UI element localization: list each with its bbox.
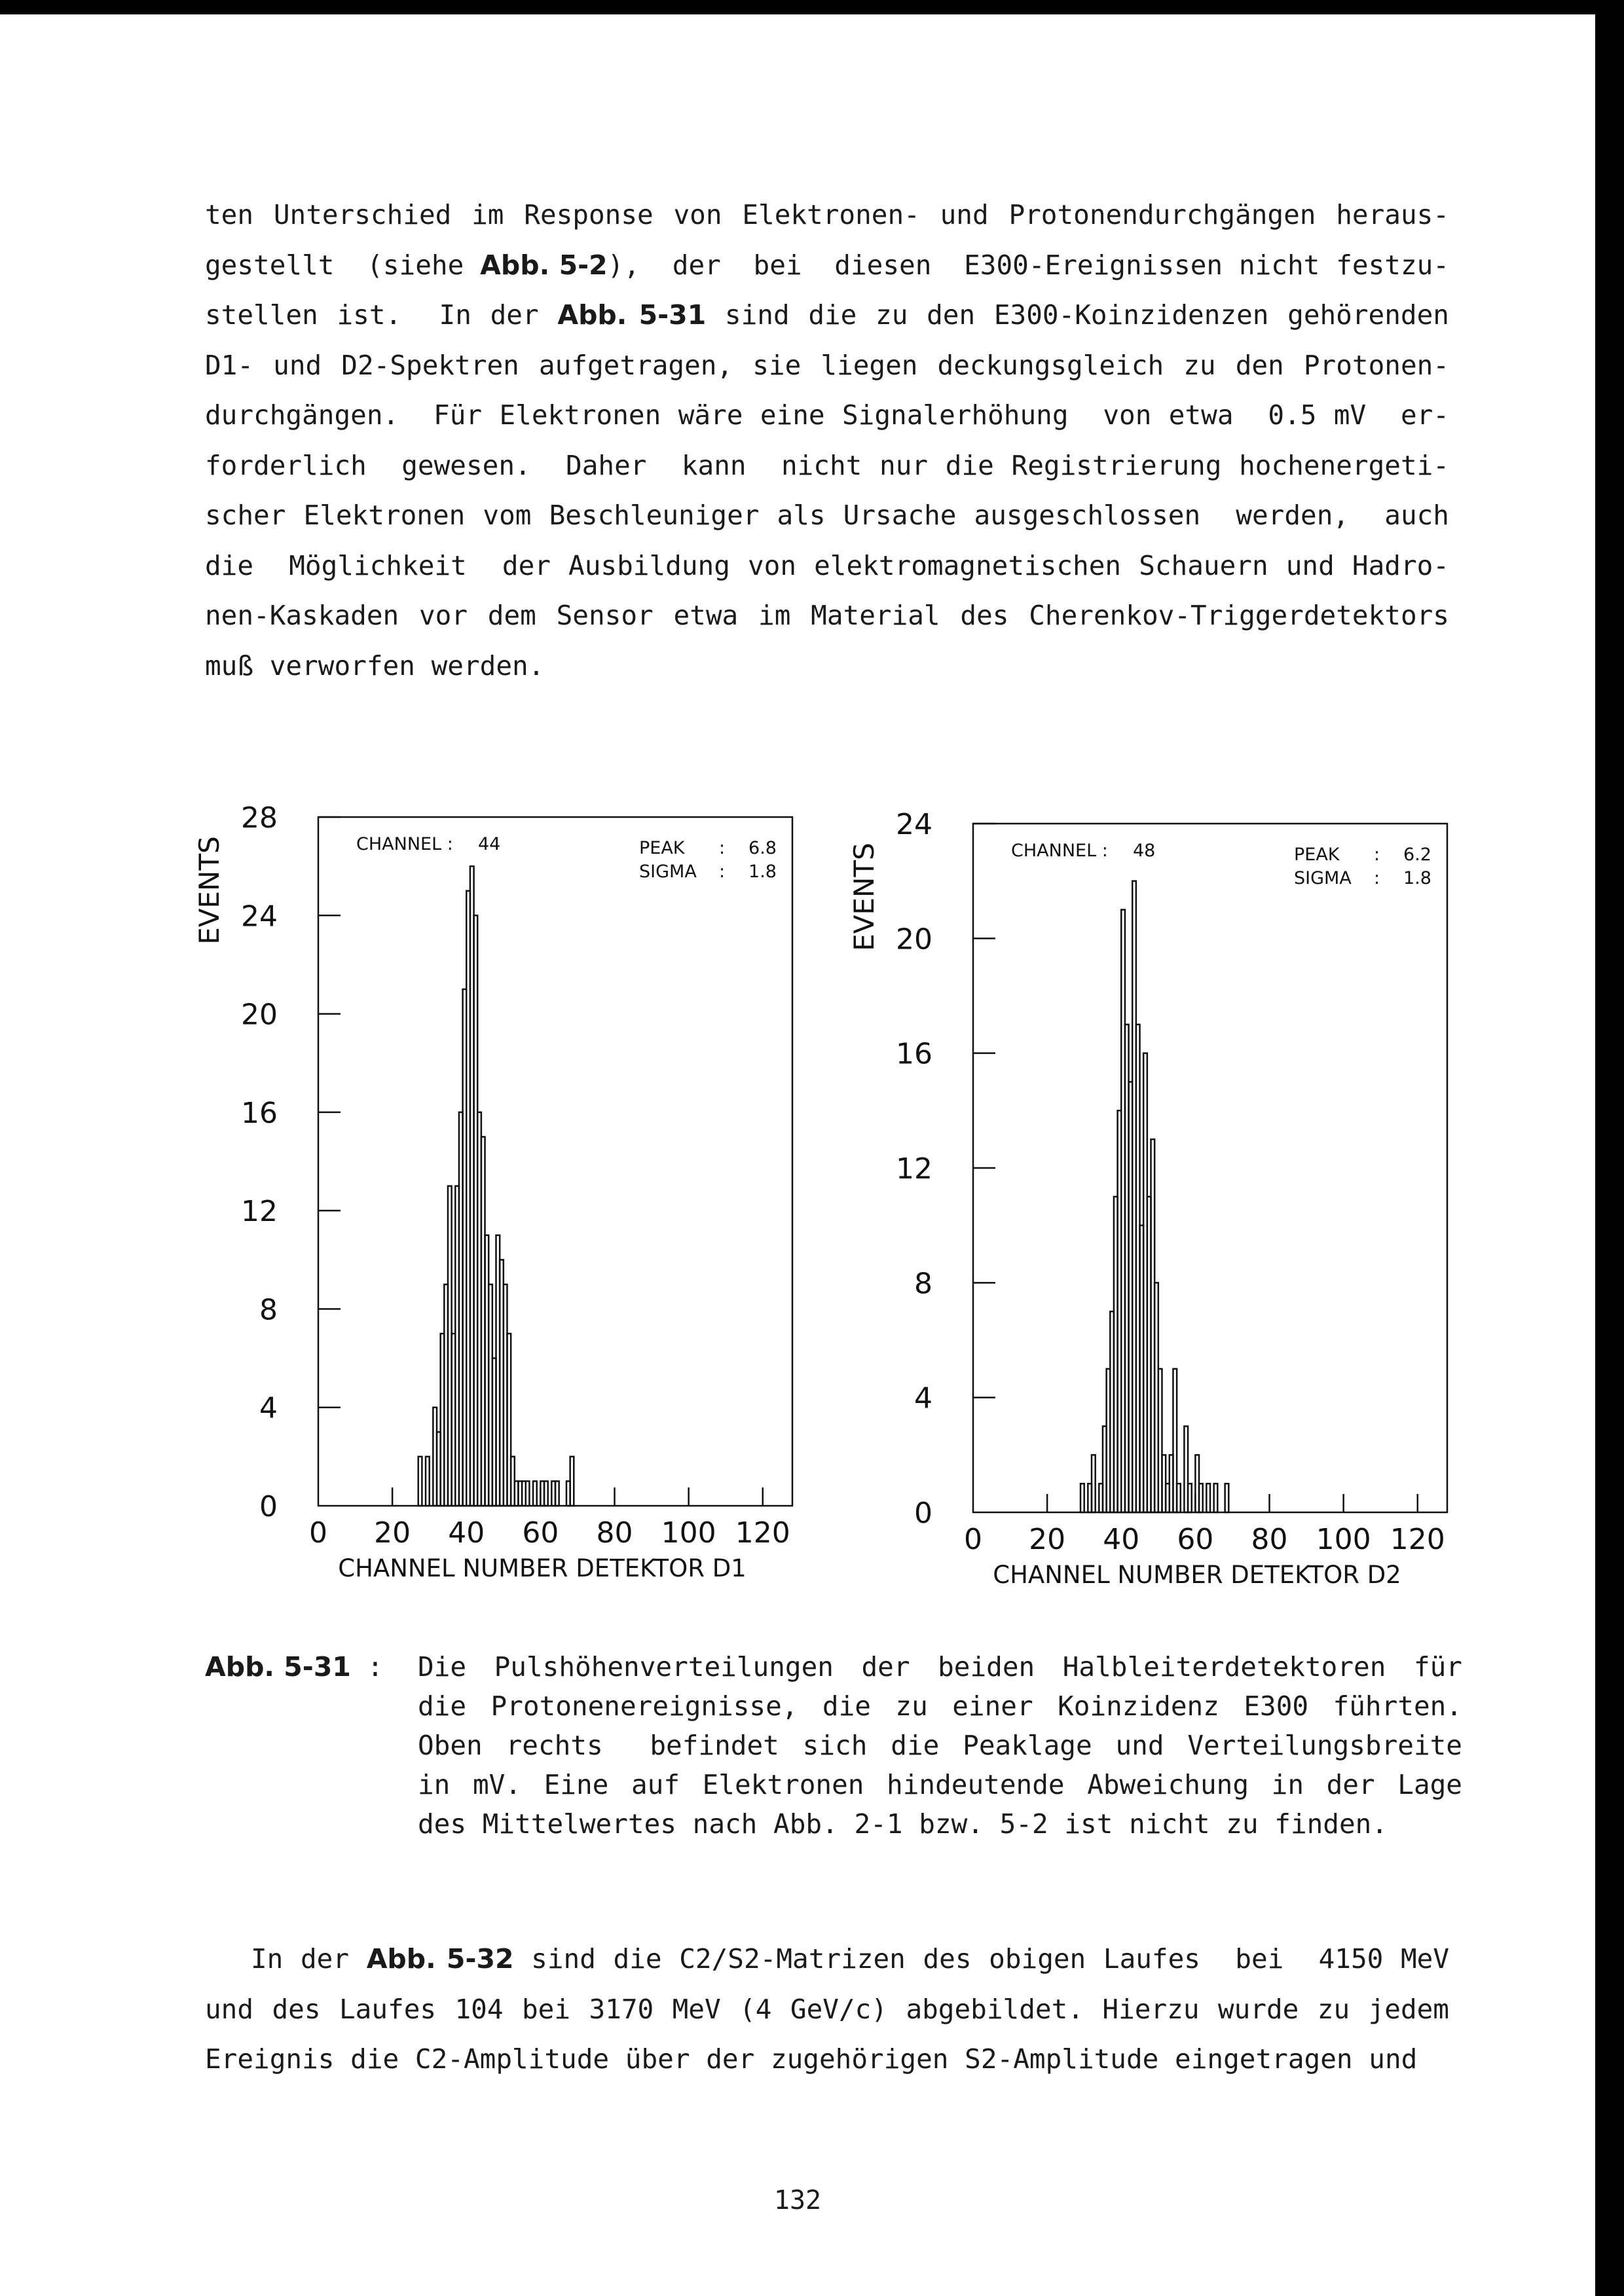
text-run: sind die zu den E300-Koinzidenzen gehörenden [706,299,1449,331]
histogram-detektor-d1 [190,793,819,1625]
text-run: In der [251,1943,367,1975]
text-run: durchgängen. Für Elektronen wäre eine Signalerhöhung von etwa 0.5 mV er- [205,399,1449,431]
caption-line: in mV. Eine auf Elektronen hindeutende Abweichung in der Lage [418,1769,1462,1800]
histogram-bar [1092,1455,1096,1512]
x-tick-label: 120 [1390,1523,1445,1556]
caption-label: Abb. 5-31 : [205,1651,384,1683]
paragraph-1-line [205,641,1449,691]
text-run: Ereignis die C2-Amplitude über der zugehörigen S2-Amplitude eingetragen und [205,2043,1418,2075]
paragraph-2-line [205,1934,1449,1984]
y-tick-label: 12 [896,1152,932,1186]
x-tick-label: 20 [374,1516,411,1550]
x-tick-label: 60 [522,1516,559,1550]
sigma-separator: : [1374,868,1380,888]
channel-label: CHANNEL : [1011,841,1108,861]
paragraph-1-line [205,290,1449,340]
text-run: sind die C2/S2-Matrizen des obigen Laufes bei 4150 MeV [513,1943,1449,1975]
histogram-bar [1177,1484,1181,1512]
sigma-value: 1.8 [748,862,777,882]
sigma-label: SIGMA [1294,868,1352,888]
histogram-bar [555,1481,559,1506]
y-tick-label: 24 [896,808,932,841]
y-tick-label: 20 [241,998,278,1032]
sigma-separator: : [719,862,726,882]
body-paragraph-2 [205,1934,1449,2085]
y-tick-label: 0 [259,1490,278,1523]
paragraph-1-line [205,340,1449,391]
caption-line: Die Pulshöhenverteilungen der beiden Halbleiterdetektoren für [418,1651,1462,1683]
peak-value: 6.8 [748,838,777,858]
x-tick-label: 0 [964,1523,982,1556]
body-paragraph-1 [205,190,1449,691]
x-axis-label: CHANNEL NUMBER DETEKTOR D1 [338,1554,747,1582]
y-tick-label: 8 [259,1293,278,1327]
sigma-label: SIGMA [639,862,697,882]
peak-label: PEAK [639,838,685,858]
plot-frame [318,817,792,1506]
y-axis-label: EVENTS [193,836,225,945]
paragraph-2-line [205,1984,1449,2035]
figure-reference: Abb. 5-31 [557,299,707,331]
x-tick-label: 80 [1251,1523,1288,1556]
y-axis-label: EVENTS [848,843,880,951]
histogram-bar [1206,1484,1210,1512]
histogram-detektor-d2 [845,800,1473,1631]
peak-value: 6.2 [1403,845,1431,865]
document-page [0,14,1595,2296]
peak-label: PEAK [1294,845,1340,865]
x-tick-label: 120 [735,1516,790,1550]
histogram-bar [1214,1484,1218,1512]
text-run: die Möglichkeit der Ausbildung von elektromagnetischen Schauern und Hadro- [205,549,1449,581]
y-tick-label: 24 [241,900,278,934]
x-tick-label: 100 [661,1516,716,1550]
text-run: nen-Kaskaden vor dem Sensor etwa im Material des Cherenkov-Triggerdetektors [205,600,1449,631]
channel-label: CHANNEL : [356,834,453,854]
caption-line: die Protonenereignisse, die zu einer Koinzidenz E300 führten. [418,1690,1462,1722]
y-tick-label: 8 [914,1267,932,1301]
histogram-bar [544,1481,548,1506]
paragraph-1-line [205,190,1449,240]
paragraph-2-line [205,2034,1449,2085]
histogram-bar [526,1481,530,1506]
paragraph-1-line [205,490,1449,541]
text-run: ten Unterschied im Response von Elektronen- und Protonendurchgängen heraus- [205,199,1449,230]
histogram-bar [533,1481,537,1506]
page-number: 132 [773,2185,822,2215]
histogram-bar [1199,1484,1203,1512]
text-run: scher Elektronen vom Beschleuniger als Ursache ausgeschlossen werden, auch [205,500,1449,531]
histogram-bar [1225,1484,1229,1512]
x-tick-label: 100 [1316,1523,1371,1556]
x-tick-label: 40 [1103,1523,1140,1556]
x-axis-label: CHANNEL NUMBER DETEKTOR D2 [993,1561,1401,1589]
channel-value: 44 [478,834,501,854]
text-run: muß verworfen werden. [205,649,545,682]
text-run: stellen ist. In der [205,299,558,331]
plot-frame [973,824,1447,1512]
sigma-value: 1.8 [1403,868,1431,888]
histogram-bar [570,1457,574,1506]
y-tick-label: 16 [241,1096,278,1130]
paragraph-1-line [205,240,1449,291]
y-tick-label: 16 [896,1037,932,1071]
histogram-bar [1080,1484,1084,1512]
y-tick-label: 4 [259,1391,278,1425]
channel-value: 48 [1133,841,1156,861]
figure-reference: Abb. 5-2 [480,249,608,281]
histogram-bar [426,1457,430,1506]
text-run: und des Laufes 104 bei 3170 MeV (4 GeV/c) abgebildet. Hierzu wurde zu jedem [205,1993,1449,2025]
text-run: forderlich gewesen. Daher kann nicht nur die Registrierung hochenergeti- [205,449,1449,481]
paragraph-1-line [205,591,1449,641]
y-tick-label: 0 [914,1497,932,1530]
paragraph-1-line [205,441,1449,491]
x-tick-label: 40 [448,1516,485,1550]
y-tick-label: 20 [896,922,932,957]
x-tick-label: 80 [596,1516,633,1550]
caption-line: Oben rechts befindet sich die Peaklage und Verteilungsbreite [418,1730,1462,1761]
paragraph-1-line [205,390,1449,441]
peak-separator: : [1374,845,1380,865]
histogram-bar [418,1457,422,1506]
y-tick-label: 12 [241,1195,278,1229]
peak-separator: : [719,838,726,858]
x-tick-label: 0 [309,1516,327,1550]
caption-text [418,1647,1462,1844]
caption-line: des Mittelwertes nach Abb. 2-1 bzw. 5-2 ist nicht zu finden. [418,1808,1388,1840]
x-tick-label: 20 [1029,1523,1066,1556]
y-tick-label: 28 [241,801,278,835]
paragraph-1-line [205,541,1449,591]
text-run: D1- und D2-Spektren aufgetragen, sie liegen deckungsgleich zu den Protonen- [205,349,1449,381]
x-tick-label: 60 [1177,1523,1214,1556]
y-tick-label: 4 [914,1381,932,1415]
histogram-bar [1188,1484,1192,1512]
text-run: gestellt (siehe [205,249,481,281]
figure-reference: Abb. 5-32 [366,1943,514,1975]
text-run: ), der bei diesen E300-Ereignissen nicht festzu- [607,249,1449,281]
